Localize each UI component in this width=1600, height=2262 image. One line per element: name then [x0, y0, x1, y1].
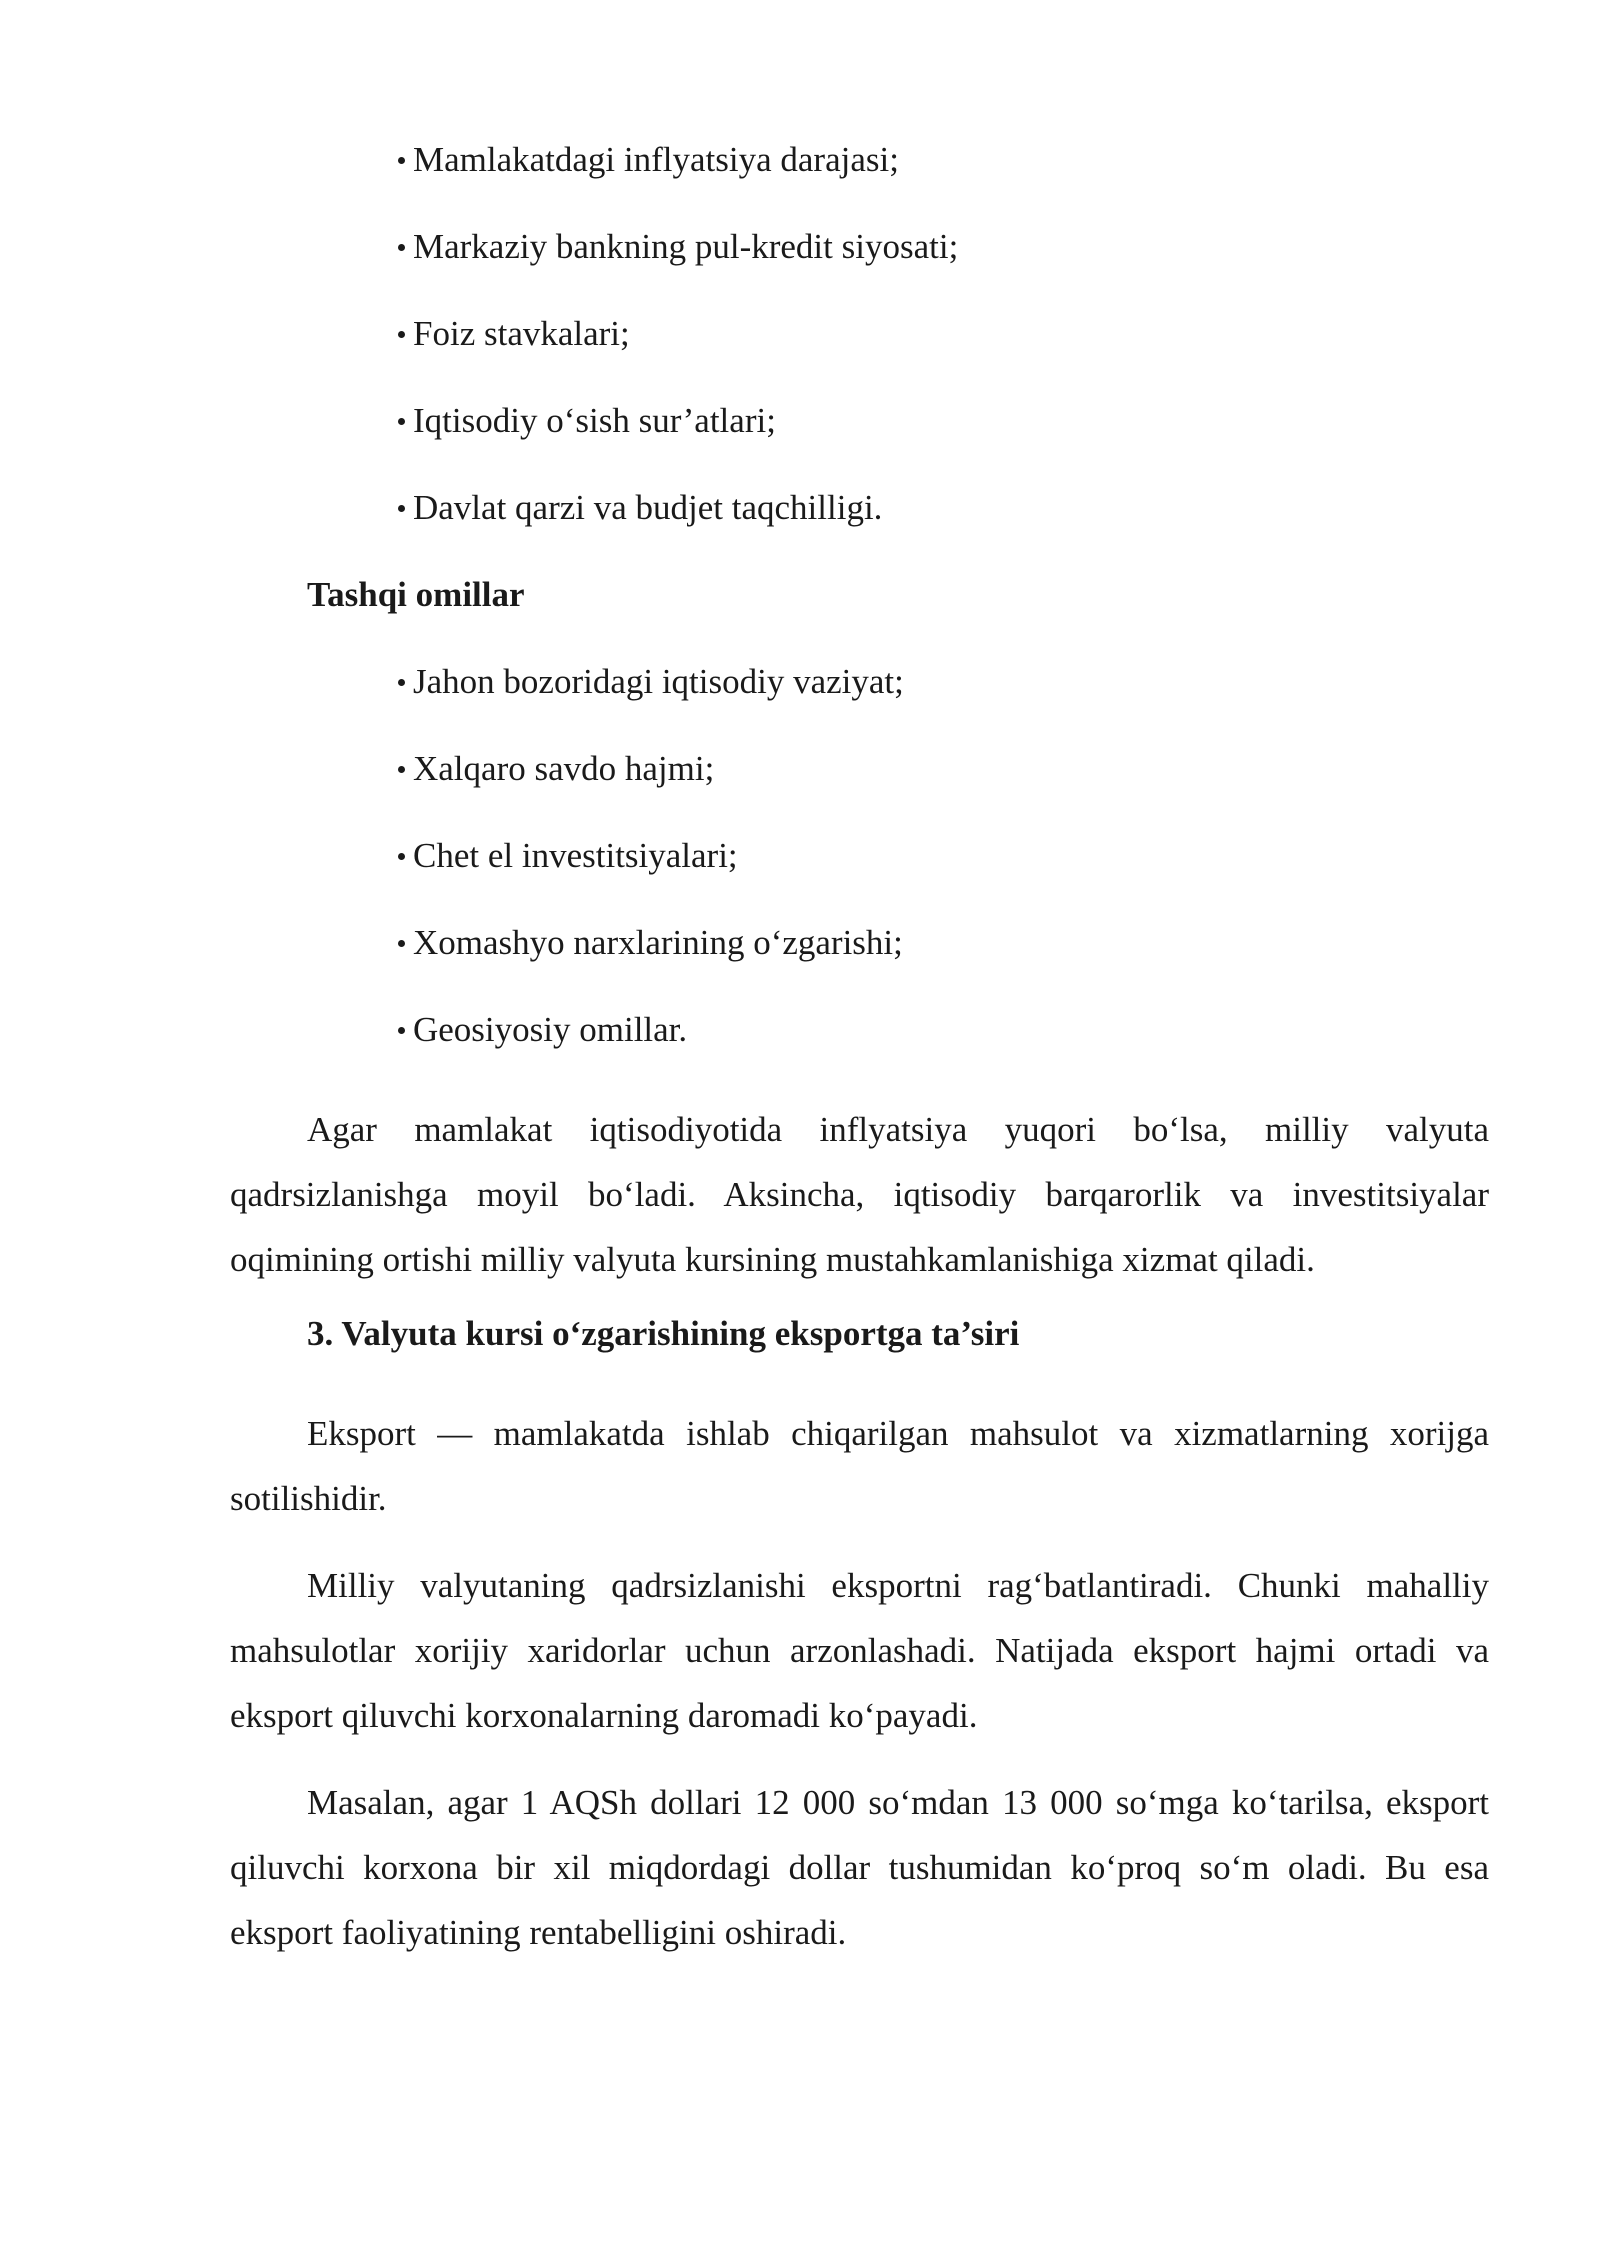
list-item: [398, 662, 1489, 702]
list-item-text: Iqtisodiy o‘sish sur’atlari;: [413, 401, 776, 440]
list-item-text: Xalqaro savdo hajmi;: [413, 749, 715, 788]
list-item: [398, 923, 1489, 963]
bullet-icon: [398, 679, 405, 686]
list-item-text: Geosiyosiy omillar.: [413, 1010, 688, 1049]
list-item-text: Davlat qarzi va budjet taqchilligi.: [413, 488, 883, 527]
bullet-icon: [398, 244, 405, 251]
devaluation-paragraph: Milliy valyutaning qadrsizlanishi eksportni rag‘batlantiradi. Chunki mahalliy mahsulotlar xorijiy xaridorlar uchun arzonlashadi. Natijada eksport hajmi ortadi va eksport qiluvchi korxonalarning daromadi ko‘payadi.: [230, 1566, 1489, 1735]
list-item: [398, 401, 1489, 441]
bullet-icon: [398, 157, 405, 164]
bullet-icon: [398, 418, 405, 425]
bullet-icon: [398, 853, 405, 860]
bullet-icon: [398, 331, 405, 338]
list-item-text: Markaziy bankning pul-kredit siyosati;: [413, 227, 959, 266]
inflation-paragraph: Agar mamlakat iqtisodiyotida inflyatsiya yuqori bo‘lsa, milliy valyuta qadrsizlanishga moyil bo‘ladi. Aksincha, iqtisodiy barqarorlik va investitsiyalar oqimining ortishi milliy valyuta kursining mustahkamlanishiga xizmat qiladi.: [230, 1110, 1489, 1279]
list-item: [398, 140, 1489, 180]
list-item: [398, 227, 1489, 267]
list-item-text: Chet el investitsiyalari;: [413, 836, 738, 875]
list-item-text: Xomashyo narxlarining o‘zgarishi;: [413, 923, 903, 962]
export-definition-paragraph: Eksport — mamlakatda ishlab chiqarilgan mahsulot va xizmatlarning xorijga sotilishidir.: [230, 1414, 1489, 1518]
document-page: [230, 140, 1489, 1987]
list-item: [398, 836, 1489, 876]
list-item-text: Foiz stavkalari;: [413, 314, 630, 353]
list-item-text: Mamlakatdagi inflyatsiya darajasi;: [413, 140, 899, 179]
external-factors-heading: Tashqi omillar: [307, 575, 525, 614]
bullet-icon: [398, 940, 405, 947]
list-item: [398, 1010, 1489, 1050]
list-item: [398, 749, 1489, 789]
bullet-icon: [398, 1027, 405, 1034]
example-paragraph: Masalan, agar 1 AQSh dollari 12 000 so‘mdan 13 000 so‘mga ko‘tarilsa, eksport qiluvchi korxona bir xil miqdordagi dollar tushumidan ko‘proq so‘m oladi. Bu esa eksport faoliyatining rentabelligini oshiradi.: [230, 1783, 1489, 1952]
bullet-icon: [398, 505, 405, 512]
list-item: [398, 488, 1489, 528]
external-factors-list: [230, 662, 1489, 1050]
list-item-text: Jahon bozoridagi iqtisodiy vaziyat;: [413, 662, 904, 701]
bullet-icon: [398, 766, 405, 773]
internal-factors-list: [230, 140, 1489, 528]
list-item: [398, 314, 1489, 354]
section-3-heading: 3. Valyuta kursi o‘zgarishining eksportga ta’siri: [307, 1314, 1020, 1353]
